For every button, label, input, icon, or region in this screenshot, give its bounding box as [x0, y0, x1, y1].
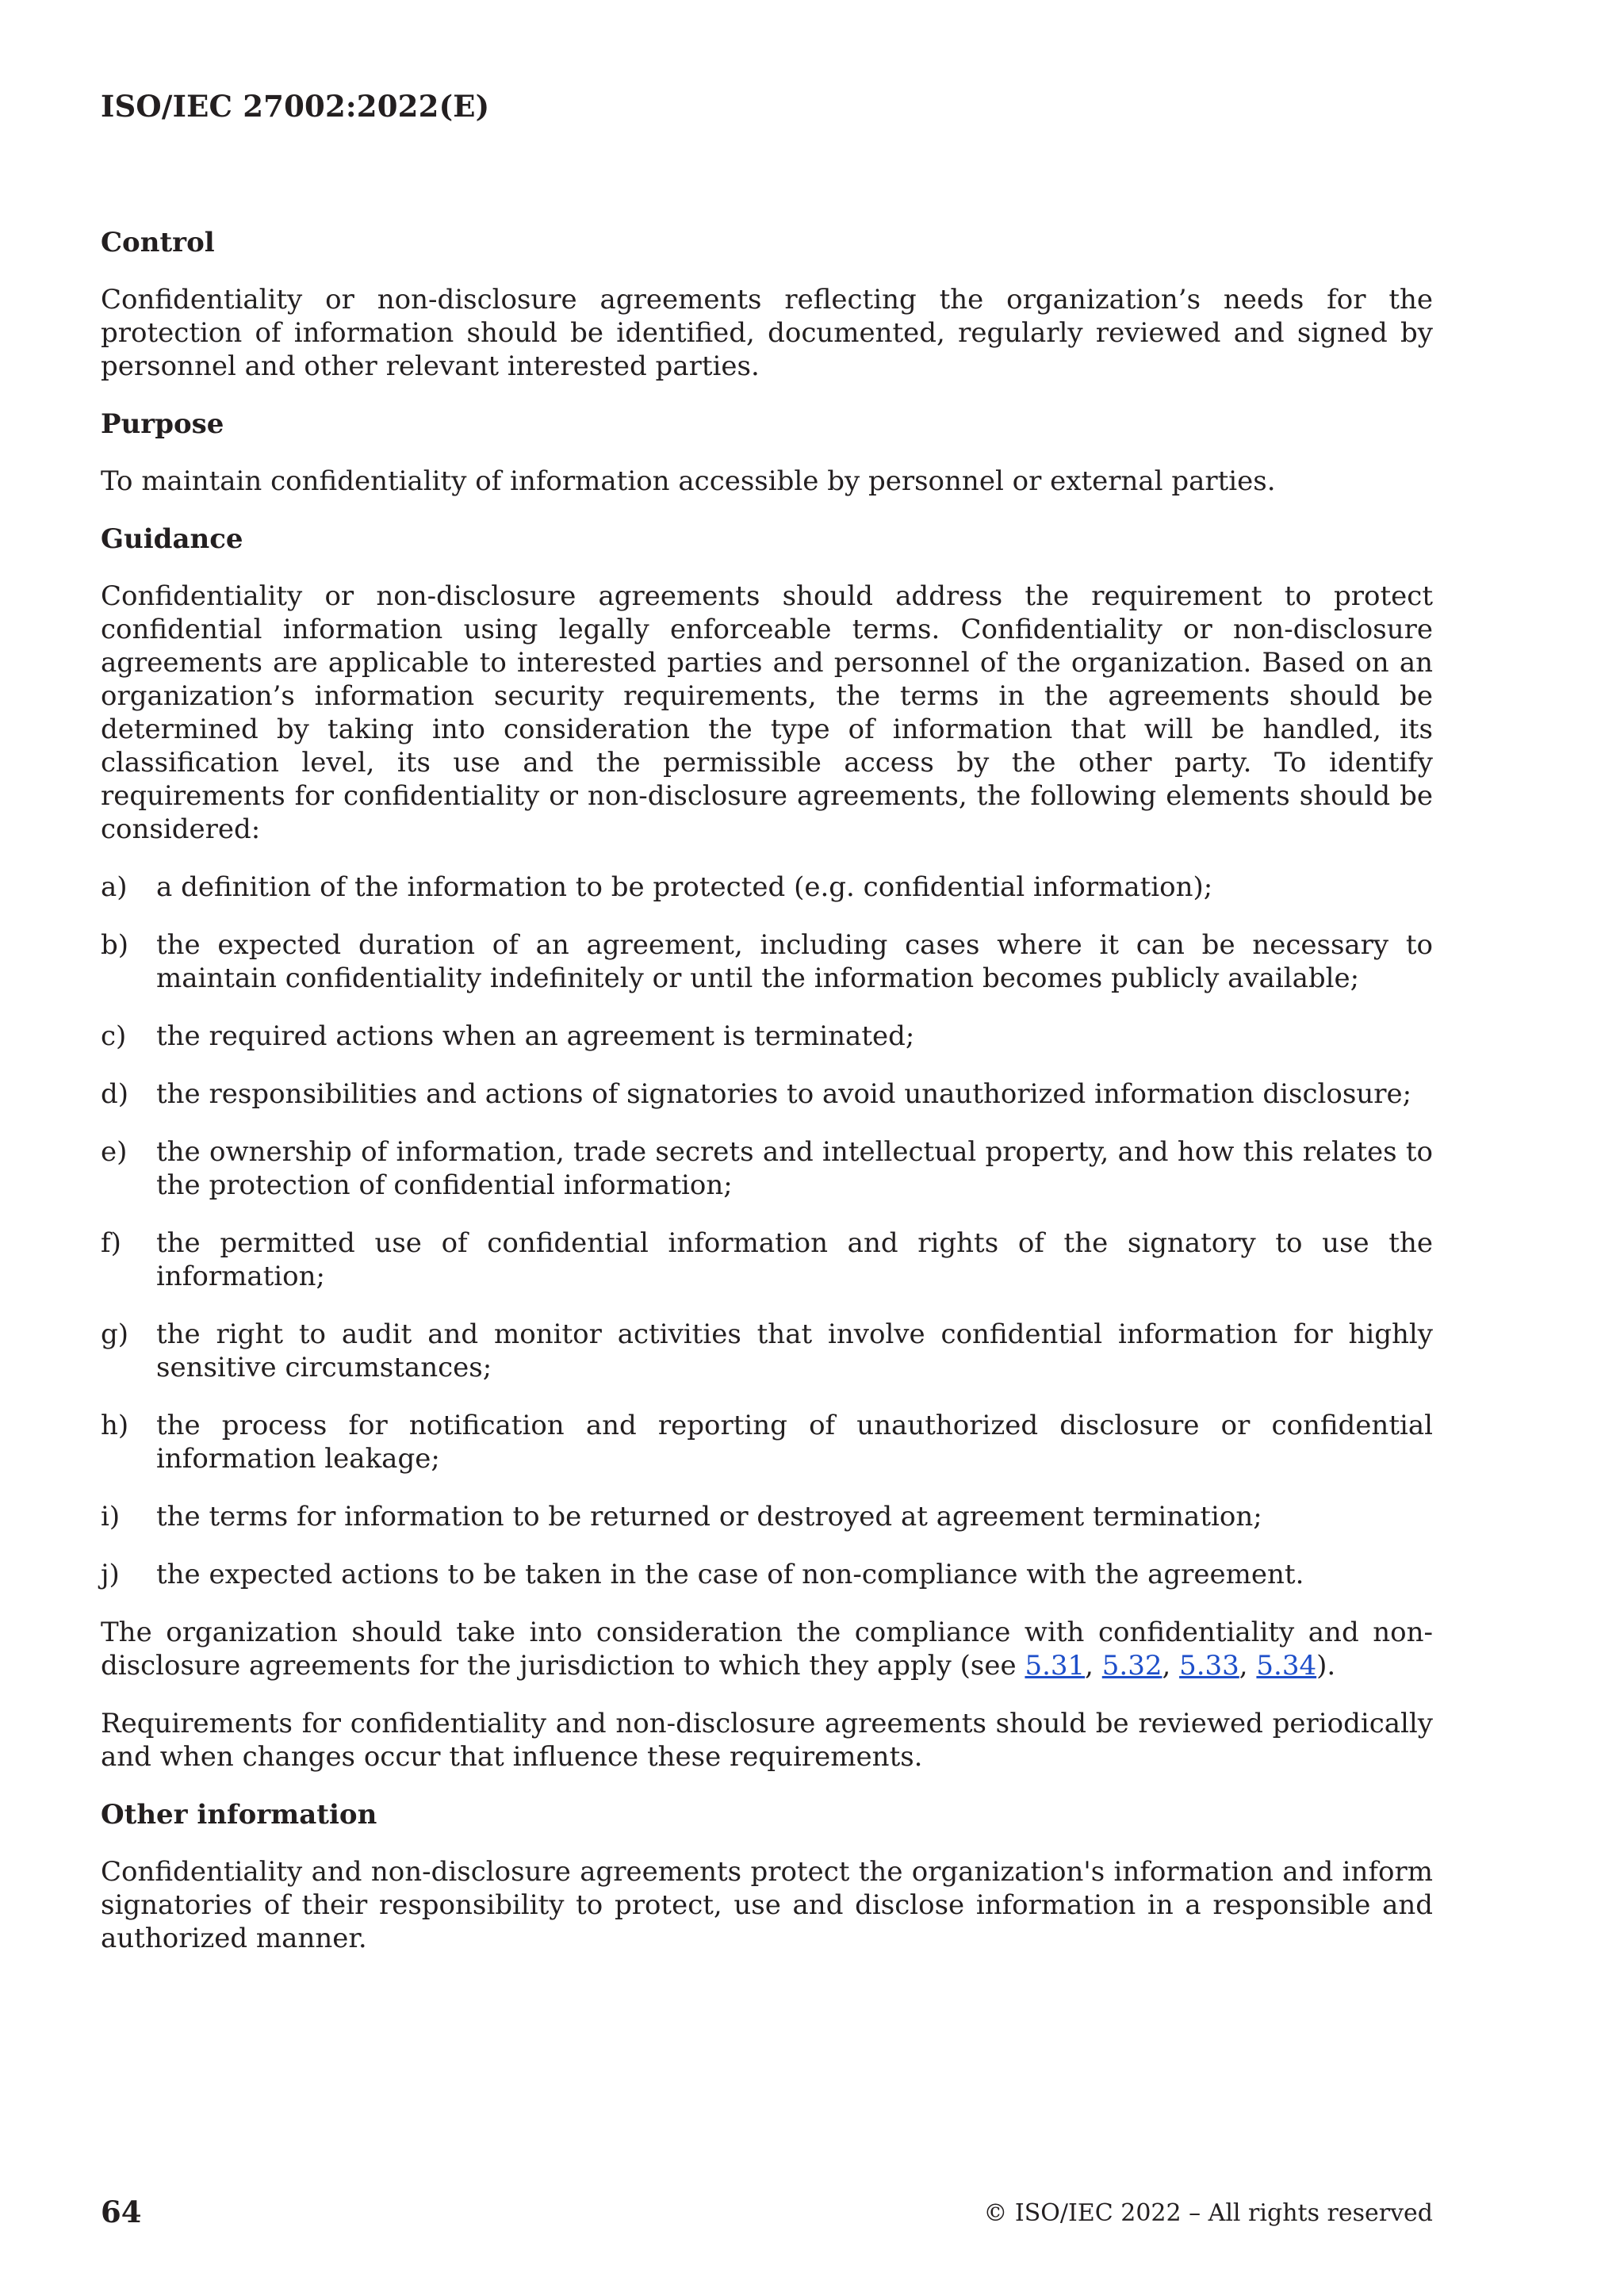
guidance-elements-list — [101, 871, 1433, 1591]
list-item-letter: g) — [101, 1318, 129, 1350]
list-item — [101, 1226, 1433, 1293]
list-item — [101, 1020, 1433, 1053]
list-item-letter: e) — [101, 1136, 128, 1168]
list-item — [101, 1558, 1433, 1591]
guidance-intro: Confidentiality or non-disclosure agreements should address the requirement to protect confidential information using legally enforceable terms. Confidentiality or non-disclosure agreements are applicable to interested parties and personnel of the organization. Based on an organization’s information security requirements, the terms in the agreements should be determined by taking into consideration the type of information that will be handled, its classification level, its use and the permissible access by the other party. To identify requirements for confidentiality or non-disclosure agreements, the following elements should be considered: — [101, 580, 1433, 845]
list-item-letter: f) — [101, 1227, 121, 1259]
ref-link-5-32[interactable]: 5.32 — [1101, 1650, 1162, 1682]
ref-link-5-33[interactable]: 5.33 — [1179, 1650, 1239, 1682]
list-item — [101, 871, 1433, 904]
jurisdiction-paragraph — [101, 1616, 1433, 1682]
list-item-text: the responsibilities and actions of signatories to avoid unauthorized information disclosure; — [156, 1078, 1412, 1110]
document-id-header: ISO/IEC 27002:2022(E) — [101, 89, 490, 124]
page-number: 64 — [101, 2195, 142, 2229]
list-item — [101, 1077, 1433, 1111]
list-item-letter: j) — [101, 1559, 120, 1590]
ref-separator: , — [1239, 1650, 1257, 1682]
list-item-text: the terms for information to be returned or destroyed at agreement termination; — [156, 1501, 1262, 1533]
jurisdiction-suffix: ). — [1316, 1650, 1336, 1682]
control-heading: Control — [101, 227, 215, 258]
list-item — [101, 1318, 1433, 1384]
list-item-letter: i) — [101, 1501, 121, 1533]
list-item-letter: b) — [101, 929, 129, 961]
list-item-letter: a) — [101, 871, 128, 903]
guidance-heading: Guidance — [101, 523, 243, 555]
other-information-text: Confidentiality and non-disclosure agreements protect the organization's information and inform signatories of their responsibility to protect, use and disclose information in a responsible and authorized manner. — [101, 1856, 1433, 1954]
list-item — [101, 1500, 1433, 1533]
list-item — [101, 1409, 1433, 1475]
ref-link-5-31[interactable]: 5.31 — [1025, 1650, 1086, 1682]
list-item-letter: c) — [101, 1020, 127, 1052]
list-item-letter: h) — [101, 1410, 129, 1441]
copyright-notice: © ISO/IEC 2022 – All rights reserved — [983, 2199, 1433, 2227]
list-item-text: the process for notification and reporting of unauthorized disclosure or confidential information leakage; — [156, 1410, 1433, 1475]
list-item-text: the expected actions to be taken in the case of non-compliance with the agreement. — [156, 1559, 1304, 1590]
list-item-text: the permitted use of confidential information and rights of the signatory to use the information; — [156, 1227, 1433, 1292]
page-content — [101, 226, 1433, 1980]
list-item-letter: d) — [101, 1078, 129, 1110]
list-item-text: the right to audit and monitor activities that involve confidential information for highly sensitive circumstances; — [156, 1318, 1433, 1383]
list-item-text: the ownership of information, trade secrets and intellectual property, and how this relates to the protection of confidential information; — [156, 1136, 1433, 1201]
ref-separator: , — [1162, 1650, 1180, 1682]
list-item-text: the required actions when an agreement is terminated; — [156, 1020, 915, 1052]
list-item — [101, 928, 1433, 995]
list-item-text: the expected duration of an agreement, including cases where it can be necessary to maintain confidentiality indefinitely or until the information becomes publicly available; — [156, 929, 1433, 994]
ref-separator: , — [1085, 1650, 1102, 1682]
other-information-heading: Other information — [101, 1799, 377, 1831]
purpose-heading: Purpose — [101, 408, 224, 440]
purpose-text: To maintain confidentiality of information accessible by personnel or external parties. — [101, 465, 1276, 497]
list-item — [101, 1135, 1433, 1202]
list-item-text: a definition of the information to be protected (e.g. confidential information); — [156, 871, 1213, 903]
control-text: Confidentiality or non-disclosure agreements reflecting the organization’s needs for the protection of information should be identified, documented, regularly reviewed and signed by personnel and other relevant interested parties. — [101, 284, 1433, 382]
review-paragraph: Requirements for confidentiality and non-disclosure agreements should be reviewed periodically and when changes occur that influence these requirements. — [101, 1708, 1433, 1773]
ref-link-5-34[interactable]: 5.34 — [1256, 1650, 1317, 1682]
jurisdiction-prefix: The organization should take into consideration the compliance with confidentiality and non-disclosure agreements for the jurisdiction to which they apply (see — [101, 1617, 1433, 1682]
